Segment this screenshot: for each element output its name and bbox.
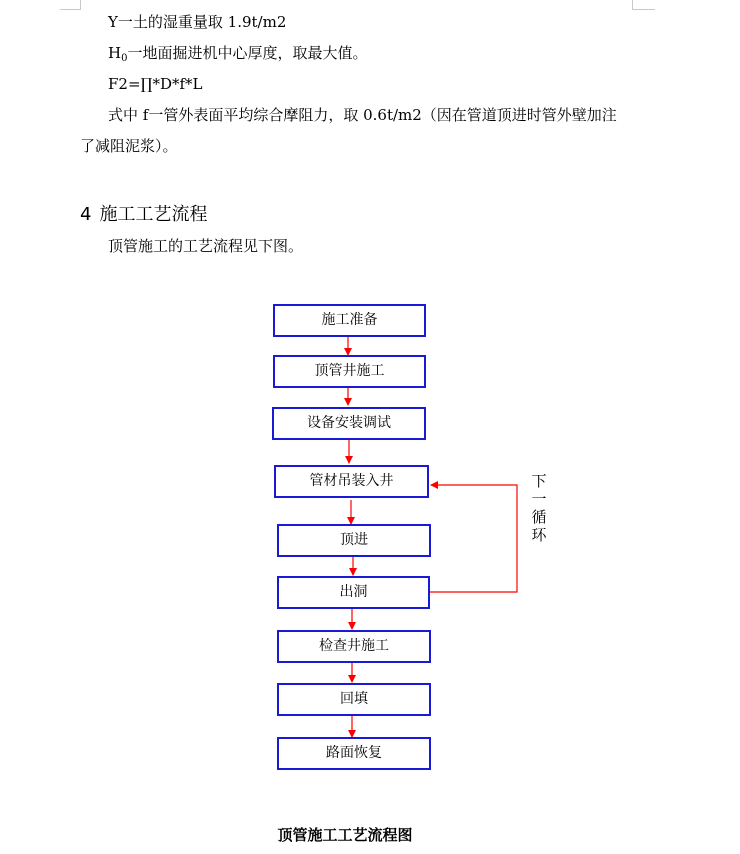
loop-label-char-4: 环 — [531, 526, 547, 544]
step-road-restore: 路面恢复 — [277, 737, 431, 770]
loop-label-char-3: 循 — [531, 508, 547, 526]
step-jacking: 顶进 — [277, 524, 431, 557]
step-exit: 出洞 — [277, 576, 430, 609]
formula-line-y: Y一土的湿重量取 1.9t/m2 — [108, 13, 287, 31]
step-jacking-shaft: 顶管井施工 — [273, 355, 426, 388]
section-intro: 顶管施工的工艺流程见下图。 — [108, 237, 304, 255]
step-manhole: 检查井施工 — [277, 630, 431, 663]
step-equipment-install: 设备安装调试 — [272, 407, 426, 440]
loop-label — [531, 472, 547, 544]
step-pipe-lowering: 管材吊装入井 — [274, 465, 429, 498]
loop-label-char-1: 下 — [531, 472, 547, 490]
formula-description: 式中 f一管外表面平均综合摩阻力，取 0.6t/m2（因在管道顶进时管外壁加注 — [108, 106, 617, 124]
formula-f2: F2=∏*D*f*L — [108, 75, 203, 93]
h-symbol: H — [108, 44, 122, 62]
h-description: 一地面掘进机中心厚度，取最大值。 — [127, 44, 368, 62]
formula-description-cont: 了减阻泥浆）。 — [80, 137, 178, 155]
loop-label-char-2: 一 — [531, 490, 547, 508]
loop-arrow — [430, 485, 517, 592]
figure-caption: 顶管施工工艺流程图 — [277, 826, 413, 844]
step-prep: 施工准备 — [273, 304, 426, 337]
h-subscript: 0 — [121, 53, 128, 64]
section-title: 施工工艺流程 — [99, 204, 208, 225]
step-backfill: 回填 — [277, 683, 431, 716]
section-number: 4 — [80, 204, 92, 225]
